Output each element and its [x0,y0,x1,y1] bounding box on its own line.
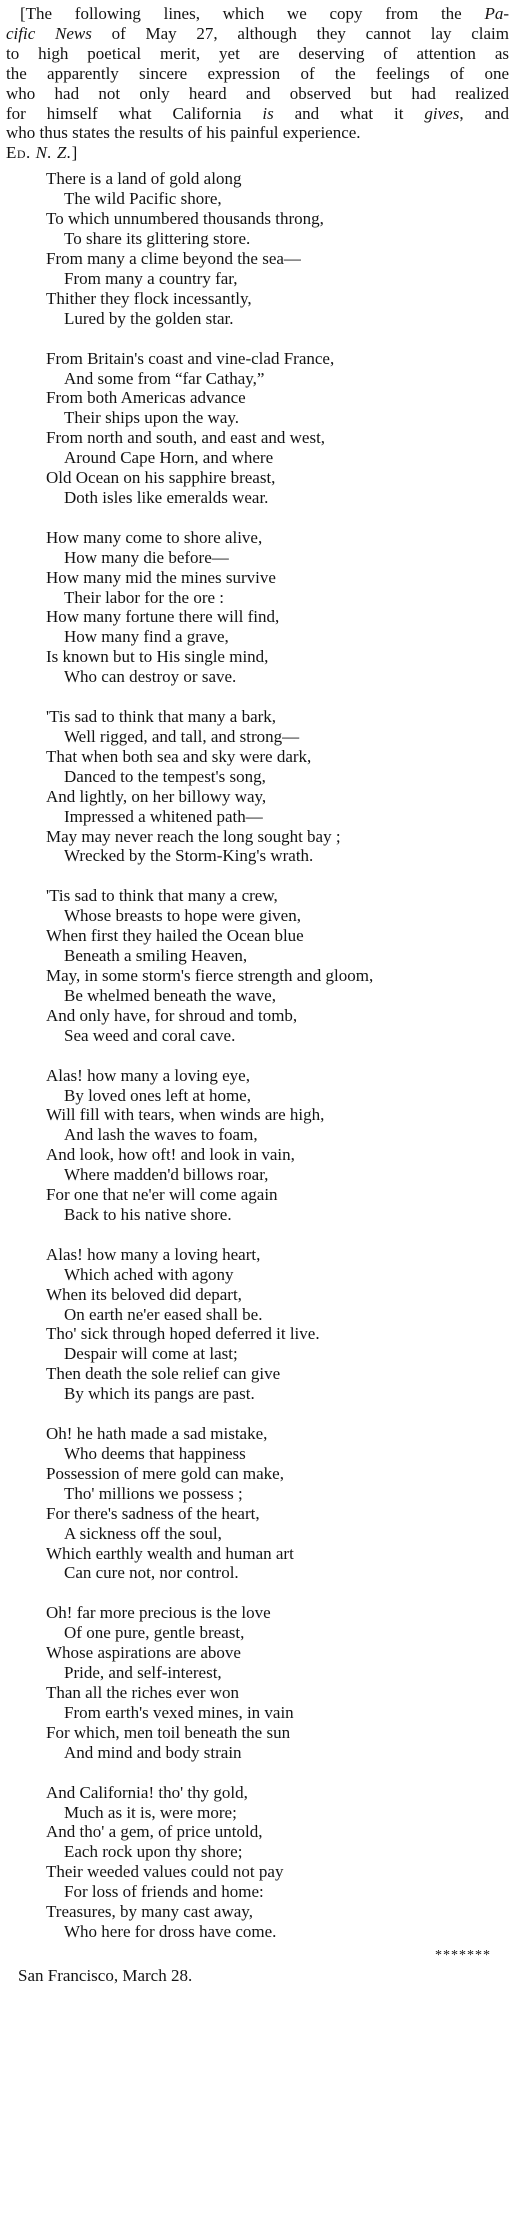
poem-line: Can cure not, nor control. [64,1563,239,1583]
preface-line: the apparently sincere expression of the feelings of one [6,63,509,83]
poem-line: How many find a grave, [64,627,229,647]
poem-line: Will fill with tears, when winds are high, [46,1105,325,1125]
poem-line: Treasures, by many cast away, [46,1902,253,1922]
poem-line: Oh! far more precious is the love [46,1603,271,1623]
poem-line: May, in some storm's fierce strength and gloom, [46,965,374,985]
poem-line: For one that ne'er will come again [46,1185,278,1205]
poem-line: Their weeded values could not pay [46,1862,284,1882]
preface-line: who thus states the results of his painful experience. [6,123,361,143]
poem-line: And only have, for shroud and tomb, [46,1005,298,1025]
poem-line: Back to his native shore. [64,1204,232,1224]
poem-line: Is known but to His single mind, [46,647,269,667]
poem-line: Old Ocean on his sapphire breast, [46,468,276,488]
poem-line: How many mid the mines survive [46,567,276,587]
editor-signoff: Ed. N. Z.] [6,143,78,163]
author-signature: ******* [435,1947,491,1963]
poem-line: Who here for dross have come. [64,1921,277,1941]
poem-line: Well rigged, and tall, and strong— [64,727,300,746]
poem-line: And lash the waves to foam, [64,1125,258,1145]
poem-line: Oh! he hath made a sad mistake, [46,1424,268,1444]
dateline: San Francisco, March 28. [18,1965,193,1985]
poem-line: Tho' millions we possess ; [64,1483,243,1503]
poem-line: Doth isles like emeralds wear. [64,487,269,507]
poem-line: Their ships upon the way. [64,408,240,428]
poem-line: Pride, and self-interest, [64,1663,222,1683]
preface-line: for himself what California is and what it gives, and [6,103,510,123]
poem-line: Who deems that happiness [64,1444,246,1463]
poem-line: The wild Pacific shore, [64,189,222,209]
poem-line: There is a land of gold along [46,169,242,189]
poem-line: On earth ne'er eased shall be. [64,1304,263,1324]
poem-line: Then death the sole relief can give [46,1364,281,1384]
poem-line: Beneath a smiling Heaven, [64,946,248,966]
poem-line: Who can destroy or save. [64,667,237,687]
poem-stanza [6,169,509,328]
poem-line: Wrecked by the Storm-King's wrath. [64,846,314,866]
poem-line: When first they hailed the Ocean blue [46,926,304,946]
preface-line: to high poetical merit, yet are deserving of attention as [6,43,509,63]
poem-stanza [6,1245,509,1404]
poem-line: Whose breasts to hope were given, [64,906,301,926]
poem-stanza [6,1603,509,1762]
poem-line: How many come to shore alive, [46,527,263,547]
poem-line: Alas! how many a loving eye, [46,1065,250,1085]
poem-line: For which, men toil beneath the sun [46,1722,291,1742]
poem-line: Much as it is, were more; [64,1802,237,1822]
preface-line: cific News of May 27, although they cannot lay claim [6,23,509,43]
poem-line: And tho' a gem, of price untold, [46,1822,263,1842]
poem-line: To share its glittering store. [64,229,251,249]
poem-line: A sickness off the soul, [64,1523,222,1543]
poem-line: Be whelmed beneath the wave, [64,985,276,1005]
poem-line: From both Americas advance [46,388,246,408]
poem-line: And some from “far Cathay,” [64,368,265,388]
poem-line: Sea weed and coral cave. [64,1025,236,1045]
poem-line: May may never reach the long sought bay ; [46,826,341,846]
preface-line: [The following lines, which we copy from the Pa- [20,4,509,23]
poem-line: Their labor for the ore : [64,587,225,607]
poem-line: For loss of friends and home: [64,1882,264,1902]
poem-stanza [6,528,509,687]
poem-line: From earth's vexed mines, in vain [64,1702,294,1722]
poem-line: And lightly, on her billowy way, [46,786,267,806]
poem-line: Alas! how many a loving heart, [46,1244,261,1264]
poem-line: For there's sadness of the heart, [46,1503,260,1523]
poem-line: Which ached with agony [64,1264,234,1284]
poem-line: By loved ones left at home, [64,1085,251,1105]
poem-line: How many fortune there will find, [46,607,280,627]
poem-stanza [6,1066,509,1225]
poem-line: Impressed a whitened path— [64,806,263,826]
poem-line: 'Tis sad to think that many a bark, [46,707,277,727]
poem-line: Thither they flock incessantly, [46,288,252,308]
poem-line: Of one pure, gentle breast, [64,1623,245,1643]
poem-line: From north and south, and east and west, [46,428,326,448]
poem-stanza [6,707,509,866]
poem-line: From many a country far, [64,268,238,288]
poem-line: Around Cape Horn, and where [64,448,274,468]
poem-line: And look, how oft! and look in vain, [46,1145,295,1165]
poem-line: 'Tis sad to think that many a crew, [46,886,278,906]
poem-line: Despair will come at last; [64,1344,238,1364]
poem-line: That when both sea and sky were dark, [46,746,312,766]
poem-line: By which its pangs are past. [64,1384,255,1404]
preface-line: who had not only heard and observed but had realized [6,83,509,103]
poem-line: Possession of mere gold can make, [46,1463,284,1483]
poem-line: When its beloved did depart, [46,1284,242,1304]
poem-line: And California! tho' thy gold, [46,1782,248,1802]
poem-line: Where madden'd billows roar, [64,1165,269,1185]
poem-line: To which unnumbered thousands throng, [46,209,324,229]
poem-stanza [6,1424,509,1583]
poem-line: Tho' sick through hoped deferred it live. [46,1324,320,1344]
poem-line: From many a clime beyond the sea— [46,248,301,268]
poem-body [6,169,509,1942]
poem-line: Than all the riches ever won [46,1682,240,1702]
editorial-preface [6,4,509,163]
poem-stanza [6,1783,509,1942]
poem-line: Each rock upon thy shore; [64,1842,243,1862]
poem-stanza [6,886,509,1045]
poem-line: Danced to the tempest's song, [64,766,266,786]
poem-line: Which earthly wealth and human art [46,1543,294,1563]
poem-line: Whose aspirations are above [46,1643,241,1663]
poem-stanza [6,349,509,508]
poem-line: Lured by the golden star. [64,308,234,328]
poem-line: From Britain's coast and vine-clad France, [46,348,335,368]
poem-line: And mind and body strain [64,1742,242,1762]
poem-line: How many die before— [64,547,229,567]
